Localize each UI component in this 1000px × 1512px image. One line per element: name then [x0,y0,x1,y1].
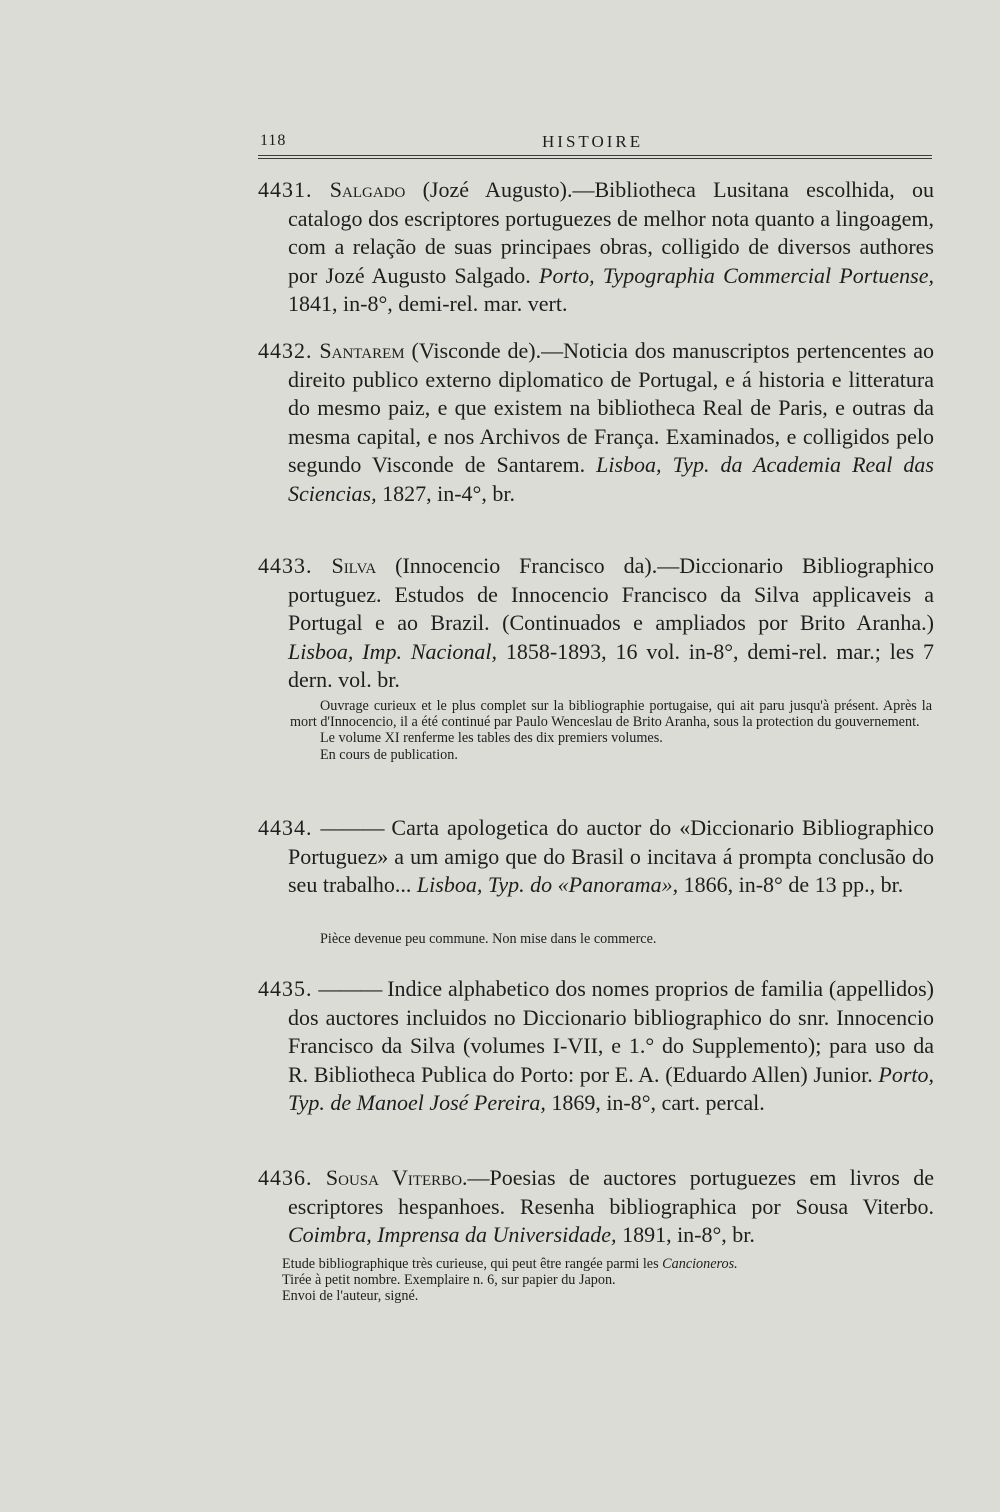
entry-description: —Diccionario Bibliographico portuguez. Estudos de Innocencio Francisco da Silva applicaveis a Portugal e ao Brazil. (Continuados e ampliados por Brito Aranha.) [288,553,935,636]
entry-number: 4432. [258,338,313,363]
entry-text [258,814,934,900]
entry-author: Santarem [319,338,405,363]
note-line: Envoi de l'auteur, signé. [282,1288,419,1305]
entry-4435 [258,975,934,1118]
entry-text [258,552,934,695]
entry-description: Indice alphabetico dos nomes proprios de familia (appellidos) dos auctores incluidos no Diccionario bibliographico do snr. Innocencio Francisco da Silva (volumes I-VII, e 1.° do Supplemento); para uso da R. Bibliotheca Publica do Porto: por E. A. (Eduardo Allen) Junior. [288,976,935,1087]
note-line: Le volume XI renferme les tables des dix premiers volumes. [320,730,663,747]
entry-text [258,1164,934,1250]
entry-4434 [258,814,934,900]
note-line [282,1256,924,1272]
entry-description: Carta apologetica do auctor do «Diccionario Bibliographico Portuguez» a um amigo que do Brasil o incitava á prompta conclusão do seu trabalho... [288,815,935,898]
entry-details: 1891, in-8°, br. [616,1222,755,1248]
entry-text [258,176,934,319]
entry-details: 1866, in-8° de 13 pp., br. [678,872,904,898]
entry-ditto-dash: ——— [318,976,382,1001]
entry-4432 [258,337,934,509]
entry-details: 1858-1893, 16 vol. in-8°, demi-rel. mar.; les 7 dern. vol. br. [288,638,934,693]
entry-number: 4434. [258,815,313,840]
entry-ditto-dash: ——— [320,815,384,840]
entry-details: 1827, in-4°, br. [376,480,515,506]
note-italic-term: Cancioneros. [662,1256,738,1272]
note-line: Tirée à petit nombre. Exemplaire n. 6, sur papier du Japon. [282,1272,616,1289]
entry-author: Silva [331,553,377,578]
entry-description: —Noticia dos manuscriptos pertencentes ao direito publico externo diplomatico de Portugal, e á historia e litteratura do mesmo paiz, e que existem na bibliotheca Real de Paris, e outras da mesma capital, e nos Archivos de França. Examinados, e colligidos pelo segundo Visconde de Santarem. [288,338,935,478]
entry-details: 1869, in-8°, cart. percal. [545,1090,765,1116]
entry-author-rest: (Visconde de). [404,338,542,363]
entry-text [258,337,934,509]
page-number: 118 [260,132,287,149]
page-header [258,130,932,156]
entry-notes-4436 [282,1256,924,1305]
header-rule [258,155,932,156]
entry-author: Salgado [329,177,406,202]
entry-author-rest: (Innocencio Francisco da). [376,553,658,578]
entry-author-rest: (Jozé Augusto). [405,177,573,202]
entry-details: 1841, in-8°, demi-rel. mar. vert. [288,291,568,317]
entry-number: 4431. [258,177,313,202]
entry-imprint: Lisboa, Typ. do «Panorama», [416,872,679,898]
entry-4436 [258,1164,934,1250]
entry-text [258,975,934,1118]
running-title: HISTOIRE [542,132,644,151]
entry-imprint: Porto, Typographia Commercial Portuense, [539,262,934,288]
entry-author: Sousa Viterbo. [325,1165,468,1190]
note-line: Pièce devenue peu commune. Non mise dans le commerce. [320,931,657,947]
note-line: En cours de publication. [320,746,458,763]
entry-notes-4433 [290,698,932,763]
entry-notes-4434 [290,931,932,947]
entry-4433 [258,552,934,695]
entry-description: —Poesias de auctores portuguezes em livros de escriptores hespanhoes. Resenha bibliographica por Sousa Viterbo. [288,1165,935,1219]
entry-number: 4435. [258,976,313,1001]
entry-imprint: Coimbra, Imprensa da Universidade, [288,1222,617,1248]
note-text: Etude bibliographique très curieuse, qui peut être rangée parmi les [282,1256,663,1272]
entry-imprint: Lisboa, Typ. da Academia Real das Sciencias, [288,452,934,506]
entry-number: 4433. [258,553,313,578]
header-rule [258,158,932,159]
entry-imprint: Lisboa, Imp. Nacional, [288,638,497,664]
entry-imprint: Porto, Typ. de Manoel José Pereira, [288,1061,934,1116]
entry-description: —Bibliotheca Lusitana escolhida, ou catalogo dos escriptores portuguezes de melhor nota quanto a lingoagem, com a relação de suas principaes obras, colligido de diversos authores por Jozé Augusto Salgado. [288,177,934,288]
entry-4431 [258,176,934,319]
entry-number: 4436. [258,1165,313,1190]
note-line: Ouvrage curieux et le plus complet sur la bibliographie portugaise, qui ait paru jusqu'à présent. Après la mort d'Innocencio, il a été continué par Paulo Wenceslau de Brito Aranha, sous la protection du gouvernement. [290,698,932,731]
